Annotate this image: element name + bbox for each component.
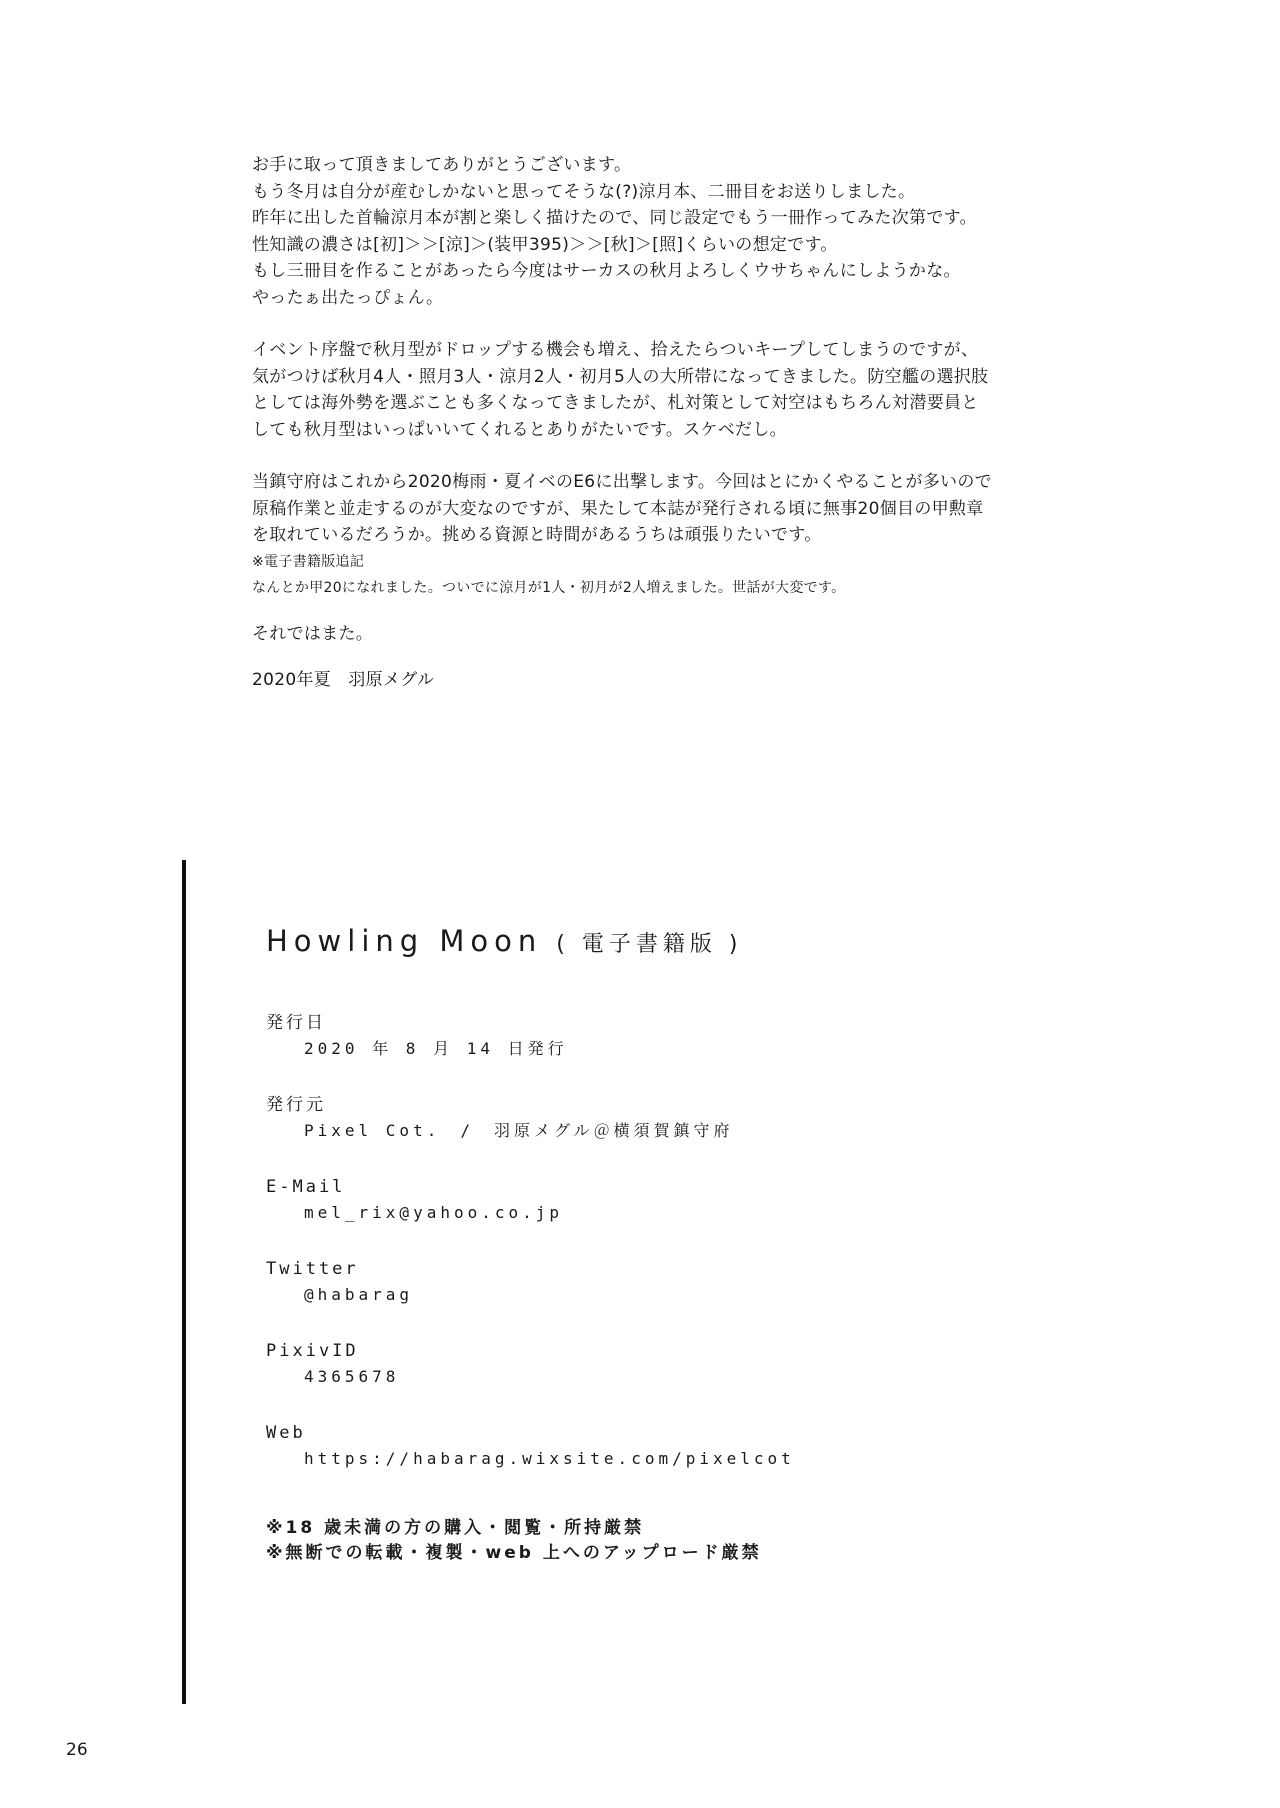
- ebook-note-body: なんとか甲20になれました。ついでに涼月が1人・初月が2人増えました。世話が大変です。: [252, 579, 846, 596]
- notices: [266, 1516, 1166, 1566]
- field-publisher: [266, 1092, 1166, 1144]
- paragraph-gap: [252, 647, 1072, 667]
- afterword-line: やったぁ出たっぴょん。: [252, 287, 444, 308]
- edition-label: ( 電子書籍版 ): [556, 932, 743, 957]
- paragraph-gap: [252, 311, 1072, 337]
- web-url: https://habarag.wixsite.com/pixelcot: [304, 1449, 795, 1468]
- field-label: 発行元: [266, 1095, 326, 1115]
- page-number: 26: [66, 1740, 88, 1760]
- afterword-line: 性知識の濃さは[初]＞＞[涼]＞(装甲395)＞＞[秋]＞[照]くらいの想定です。: [252, 234, 838, 255]
- field-label: Web: [266, 1423, 306, 1443]
- afterword-line: としては海外勢を選ぶことも多くなってきましたが、札対策として対空はもちろん対潜要員と: [252, 393, 979, 413]
- field-value: Pixel Cot. / 羽原メグル＠横須賀鎮守府: [304, 1121, 734, 1140]
- afterword-line: お手に取って頂きましてありがとうございます。: [252, 155, 632, 175]
- field-label: PixivID: [266, 1341, 359, 1361]
- twitter-handle: @habarag: [304, 1285, 414, 1304]
- afterword: [252, 152, 1072, 694]
- field-pixiv: [266, 1338, 1166, 1390]
- paragraph-gap: [252, 443, 1072, 469]
- afterword-line: もし三冊目を作ることがあったら今度はサーカスの秋月よろしくウサちゃんにしようかな。: [252, 261, 961, 281]
- pixiv-id: 4365678: [304, 1367, 400, 1386]
- vertical-rule: [182, 860, 186, 1704]
- age-restriction-notice: ※18 歳未満の方の購入・閲覧・所持厳禁: [266, 1518, 645, 1538]
- reproduction-notice: ※無断での転載・複製・web 上へのアップロード厳禁: [266, 1543, 762, 1563]
- paragraph-gap: [252, 601, 1072, 621]
- afterword-line: しても秋月型はいっぱいいてくれるとありがたいです。スケベだし。: [252, 419, 787, 440]
- colophon: [266, 924, 1166, 1566]
- book-title: Howling Moon: [266, 924, 543, 958]
- signature: 2020年夏 羽原メグル: [252, 670, 435, 690]
- field-label: Twitter: [266, 1259, 359, 1279]
- field-web: [266, 1420, 1166, 1472]
- field-twitter: [266, 1256, 1166, 1308]
- colophon-title-row: [266, 924, 1166, 958]
- afterword-line: 当鎮守府はこれから2020梅雨・夏イベのE6に出撃します。今回はとにかくやることが多いので: [252, 472, 992, 492]
- afterword-line: イベント序盤で秋月型がドロップする機会も増え、拾えたらついキープしてしまうのですが、: [252, 340, 979, 360]
- field-label: E-Mail: [266, 1177, 346, 1197]
- afterword-line: 気がつけば秋月4人・照月3人・涼月2人・初月5人の大所帯になってきました。防空艦の選択肢: [252, 366, 989, 387]
- closing-line: それではまた。: [252, 623, 374, 644]
- email-value: mel_rix@yahoo.co.jp: [304, 1203, 564, 1222]
- ebook-note-title: ※電子書籍版追記: [252, 553, 365, 570]
- field-value: 2020 年 8 月 14 日発行: [304, 1039, 568, 1058]
- afterword-line: 原稿作業と並走するのが大変なのですが、果たして本誌が発行される頃に無事20個目の甲勲章: [252, 498, 984, 519]
- afterword-line: 昨年に出した首輪涼月本が割と楽しく描けたので、同じ設定でもう一冊作ってみた次第です。: [252, 208, 977, 228]
- afterword-line: を取れているだろうか。挑める資源と時間があるうちは頑張りたいです。: [252, 525, 822, 545]
- afterword-line: もう冬月は自分が産むしかないと思ってそうな(?)涼月本、二冊目をお送りしました。: [252, 181, 916, 202]
- field-label: 発行日: [266, 1013, 326, 1033]
- field-email: [266, 1174, 1166, 1226]
- field-issue-date: [266, 1010, 1166, 1062]
